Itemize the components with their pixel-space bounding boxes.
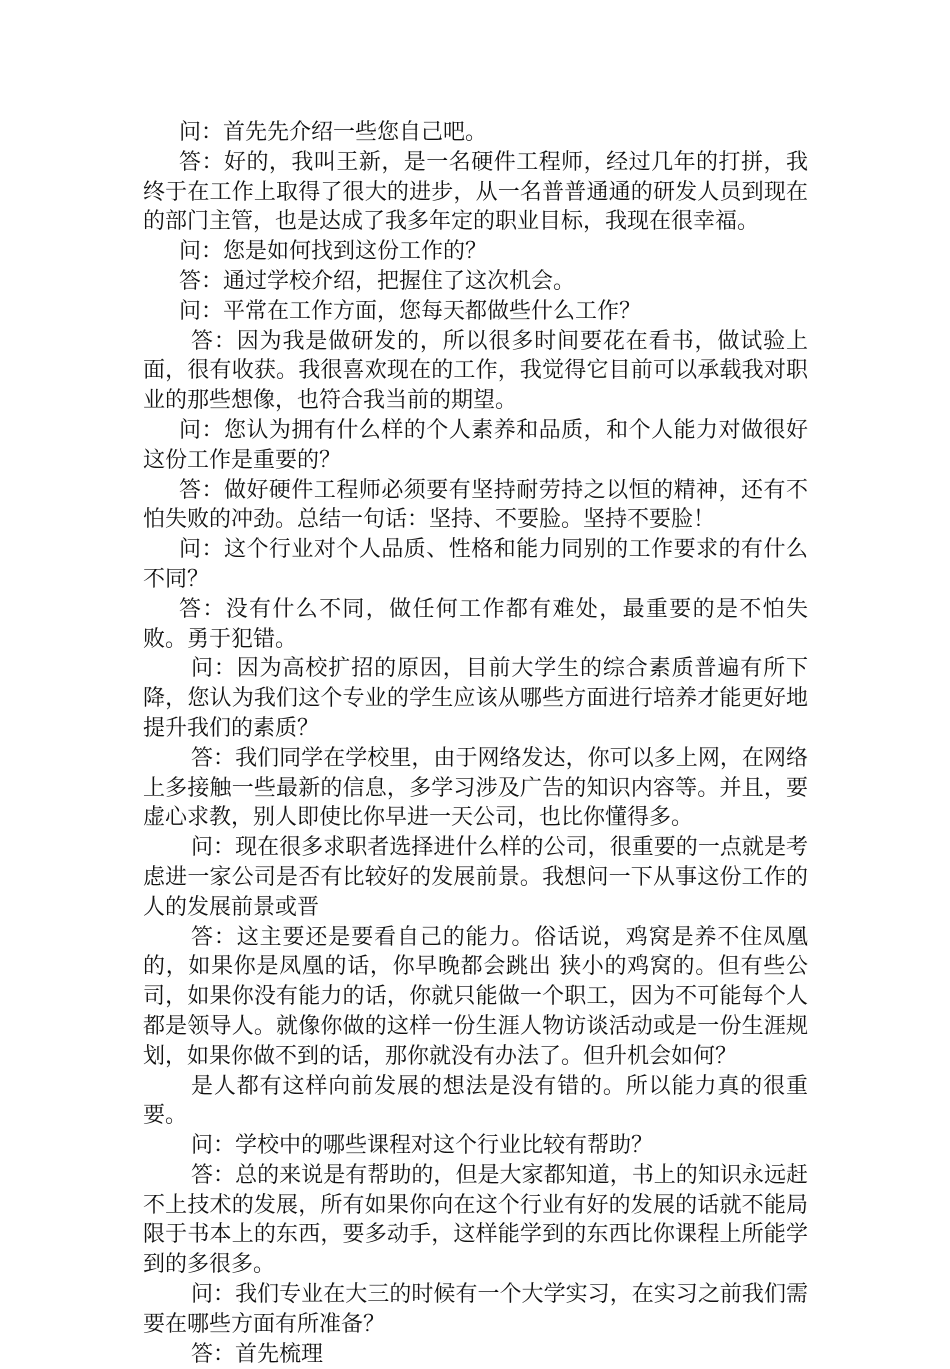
paragraph-question: 问：您是如何找到这份工作的？ (179, 239, 488, 265)
paragraph-question: 问：我们专业在大三的时候有一个大学实习，在实习之前我们需要在哪些方面有所准备？ (143, 1282, 808, 1337)
paragraph-question: 问：因为高校扩招的原因，目前大学生的综合素质普遍有所下降，您认为我们这个专业的学生应该从哪些方面进行培养才能更好地提升我们的素质？ (143, 656, 808, 741)
paragraph-answer-continued: 是人都有这样向前发展的想法是没有错的。所以能力真的很重要。 (143, 1073, 808, 1129)
paragraph-question: 问：您认为拥有什么样的个人素养和品质，和个人能力对做很好这份工作是重要的？ (143, 417, 808, 473)
paragraph-question: 问：平常在工作方面，您每天都做些什么工作？ (179, 298, 642, 324)
paragraph-answer: 答：好的，我叫王新，是一名硬件工程师，经过几年的打拼，我终于在工作上取得了很大的进步，从一名普普通通的研发人员到现在的部门主管，也是达成了我多年定的职业目标，我现在很幸福。 (143, 149, 808, 235)
paragraph-question: 问：学校中的哪些课程对这个行业比较有帮助？ (191, 1133, 654, 1159)
paragraph-question: 问：现在很多求职者选择进什么样的公司，很重要的一点就是考虑进一家公司是否有比较好的发展前景。我想问一下从事这份工作的人的发展前景或晋 (143, 835, 808, 920)
paragraph-answer: 答：做好硬件工程师必须要有坚持耐劳持之以恒的精神，还有不怕失败的冲劲。总结一句话：坚持、不要脸。坚持不要脸！ (143, 477, 808, 533)
paragraph-answer: 答：通过学校介绍，把握住了这次机会。 (179, 268, 576, 294)
paragraph-answer: 答：这主要还是要看自己的能力。俗话说，鸡窝是养不住凤凰的，如果你是凤凰的话，你早晚都会跳出 狭小的鸡窝的。但有些公司，如果你没有能力的话，你就只能做一个职工，因为不可能每个人都是领导人。就像你做的这样一份生涯人物访谈活动或是一份生涯规划，如果你做不到的话，那你就没有办法了。但升机会如何？ (143, 924, 808, 1069)
interview-text (143, 118, 808, 1369)
paragraph-question: 问：首先先介绍一些您自己吧。 (179, 120, 488, 145)
paragraph-answer: 答：没有什么不同，做任何工作都有难处，最重要的是不怕失败。勇于犯错。 (143, 596, 808, 652)
paragraph-answer: 答：总的来说是有帮助的，但是大家都知道，书上的知识永远赶不上技术的发展，所有如果你向在这个行业有好的发展的话就不能局限于书本上的东西，要多动手，这样能学到的东西比你课程上所能学到的多很多。 (143, 1162, 808, 1278)
paragraph-answer: 答：我们同学在学校里，由于网络发达，你可以多上网，在网络上多接触一些最新的信息，多学习涉及广告的知识内容等。并且，要虚心求教，别人即使比你早进一天公司，也比你懂得多。 (143, 745, 808, 831)
paragraph-answer: 答：因为我是做研发的，所以很多时间要花在看书，做试验上面，很有收获。我很喜欢现在的工作，我觉得它目前可以承载我对职业的那些想像，也符合我当前的期望。 (143, 328, 808, 414)
paragraph-answer: 答：首先梳理 (191, 1341, 324, 1367)
paragraph-question: 问：这个行业对个人品质、性格和能力同别的工作要求的有什么不同？ (143, 537, 808, 592)
